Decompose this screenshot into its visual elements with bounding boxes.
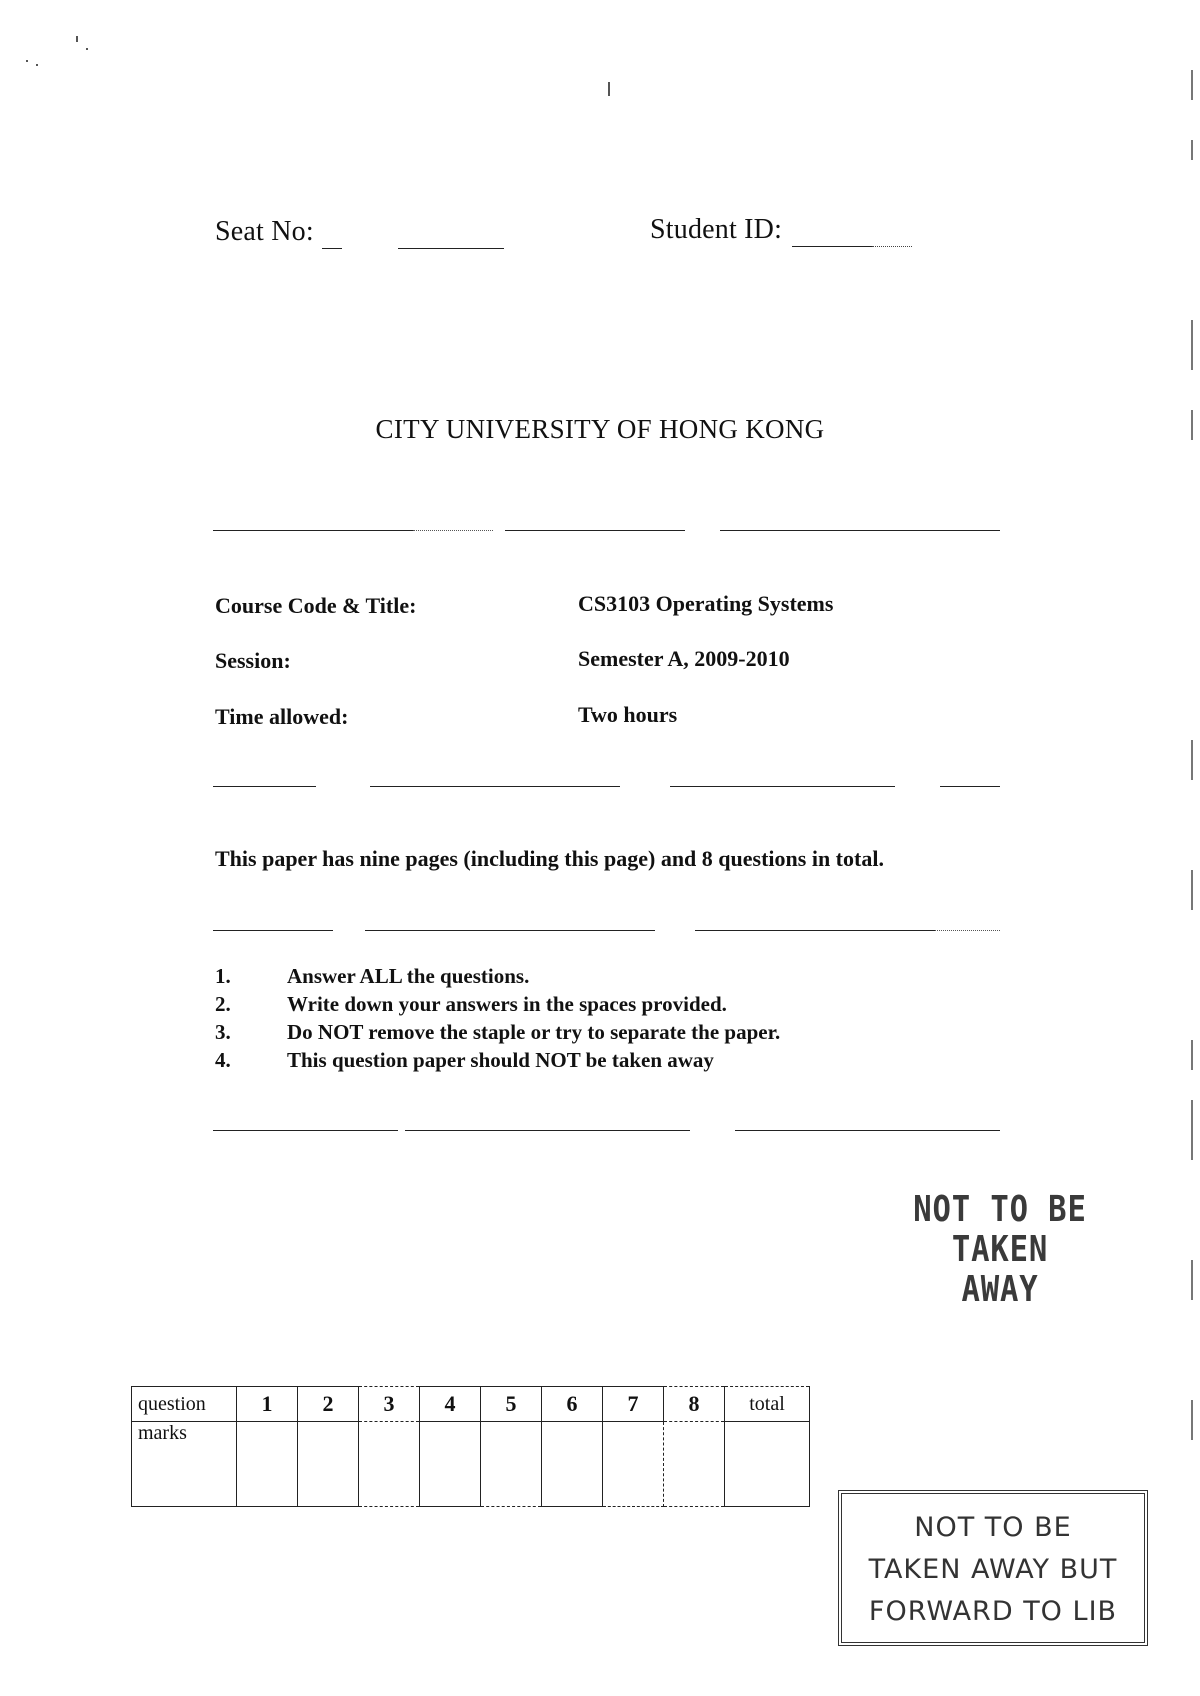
instruction-text: Write down your answers in the spaces provided. — [287, 992, 727, 1016]
time-allowed-value: Two hours — [578, 702, 678, 727]
student-id-blank[interactable] — [792, 246, 872, 247]
divider-line — [365, 930, 655, 931]
marks-cell[interactable] — [359, 1422, 420, 1507]
divider-line — [213, 1130, 398, 1131]
seat-no-blank[interactable] — [322, 248, 342, 249]
divider-line — [720, 530, 1000, 531]
marks-row — [132, 1422, 810, 1507]
marks-cell[interactable] — [603, 1422, 664, 1507]
divider-line — [735, 1130, 1000, 1131]
divider-line — [935, 930, 1000, 931]
divider-line — [213, 930, 333, 931]
stamp-line: TAKEN AWAY — [951, 1229, 1049, 1310]
divider-line — [940, 786, 1000, 787]
forward-to-library-stamp — [838, 1490, 1148, 1646]
divider-line — [695, 930, 935, 931]
question-number: 4 — [420, 1387, 481, 1422]
marks-table — [131, 1386, 810, 1507]
instruction-item — [215, 1046, 714, 1074]
stamp-line: NOT TO BE — [914, 1512, 1072, 1543]
question-row — [132, 1387, 810, 1422]
instruction-text: Answer ALL the questions. — [287, 964, 530, 988]
scan-edge-mark — [1191, 1040, 1193, 1070]
instruction-text: This question paper should NOT be taken away — [287, 1048, 714, 1072]
marks-cell[interactable] — [542, 1422, 603, 1507]
time-allowed-label: Time allowed: — [215, 704, 349, 729]
scan-speck — [76, 36, 78, 42]
question-number: 2 — [298, 1387, 359, 1422]
stamp-line: FORWARD TO LIB — [868, 1596, 1118, 1627]
scan-speck — [36, 64, 38, 66]
divider-line — [213, 530, 413, 531]
university-title: CITY UNIVERSITY OF HONG KONG — [375, 414, 825, 444]
total-cell[interactable] — [725, 1422, 810, 1507]
divider-line — [370, 786, 620, 787]
question-header: question — [132, 1387, 237, 1422]
divider-line — [670, 786, 895, 787]
seat-no-label: Seat No: — [215, 216, 314, 247]
instruction-number: 2. — [215, 992, 231, 1016]
instruction-item — [215, 990, 727, 1018]
instruction-number: 4. — [215, 1048, 231, 1072]
divider-line — [213, 786, 316, 787]
session-label: Session: — [215, 648, 291, 673]
question-number: 3 — [359, 1387, 420, 1422]
course-label: Course Code & Title: — [215, 593, 417, 618]
divider-line — [405, 1130, 690, 1131]
marks-cell[interactable] — [481, 1422, 542, 1507]
scan-edge-mark — [1191, 320, 1193, 370]
question-number: 1 — [237, 1387, 298, 1422]
divider-line — [505, 530, 685, 531]
marks-cell[interactable] — [664, 1422, 725, 1507]
scan-edge-mark — [1191, 870, 1193, 910]
course-value: CS3103 Operating Systems — [578, 591, 834, 616]
question-number: 5 — [481, 1387, 542, 1422]
instruction-item — [215, 962, 529, 990]
stamp-line: NOT TO BE — [913, 1189, 1087, 1230]
stamp-line: TAKEN AWAY BUT — [868, 1554, 1118, 1585]
scan-speck — [608, 82, 610, 96]
instruction-number: 3. — [215, 1020, 231, 1044]
scan-edge-mark — [1191, 140, 1193, 160]
question-number: 8 — [664, 1387, 725, 1422]
marks-cell[interactable] — [420, 1422, 481, 1507]
scan-edge-mark — [1191, 1260, 1193, 1300]
not-to-be-taken-away-stamp — [907, 1190, 1094, 1310]
scan-speck — [26, 60, 28, 62]
session-value: Semester A, 2009-2010 — [578, 646, 790, 671]
student-id-label: Student ID: — [650, 214, 783, 245]
student-id-blank[interactable] — [872, 246, 912, 247]
question-number: 6 — [542, 1387, 603, 1422]
scan-edge-mark — [1191, 1400, 1193, 1440]
total-header: total — [725, 1387, 810, 1422]
scan-speck — [86, 48, 88, 50]
divider-line — [413, 530, 493, 531]
marks-header: marks — [132, 1422, 237, 1507]
marks-cell[interactable] — [298, 1422, 359, 1507]
marks-cell[interactable] — [237, 1422, 298, 1507]
scan-edge-mark — [1191, 740, 1193, 780]
instruction-number: 1. — [215, 964, 231, 988]
question-number: 7 — [603, 1387, 664, 1422]
instruction-text: Do NOT remove the staple or try to separate the paper. — [287, 1020, 781, 1044]
instruction-item — [215, 1018, 780, 1046]
paper-notice: This paper has nine pages (including this page) and 8 questions in total. — [215, 846, 884, 871]
scan-edge-mark — [1191, 70, 1193, 100]
seat-no-blank[interactable] — [398, 248, 504, 249]
scan-edge-mark — [1191, 1100, 1193, 1160]
